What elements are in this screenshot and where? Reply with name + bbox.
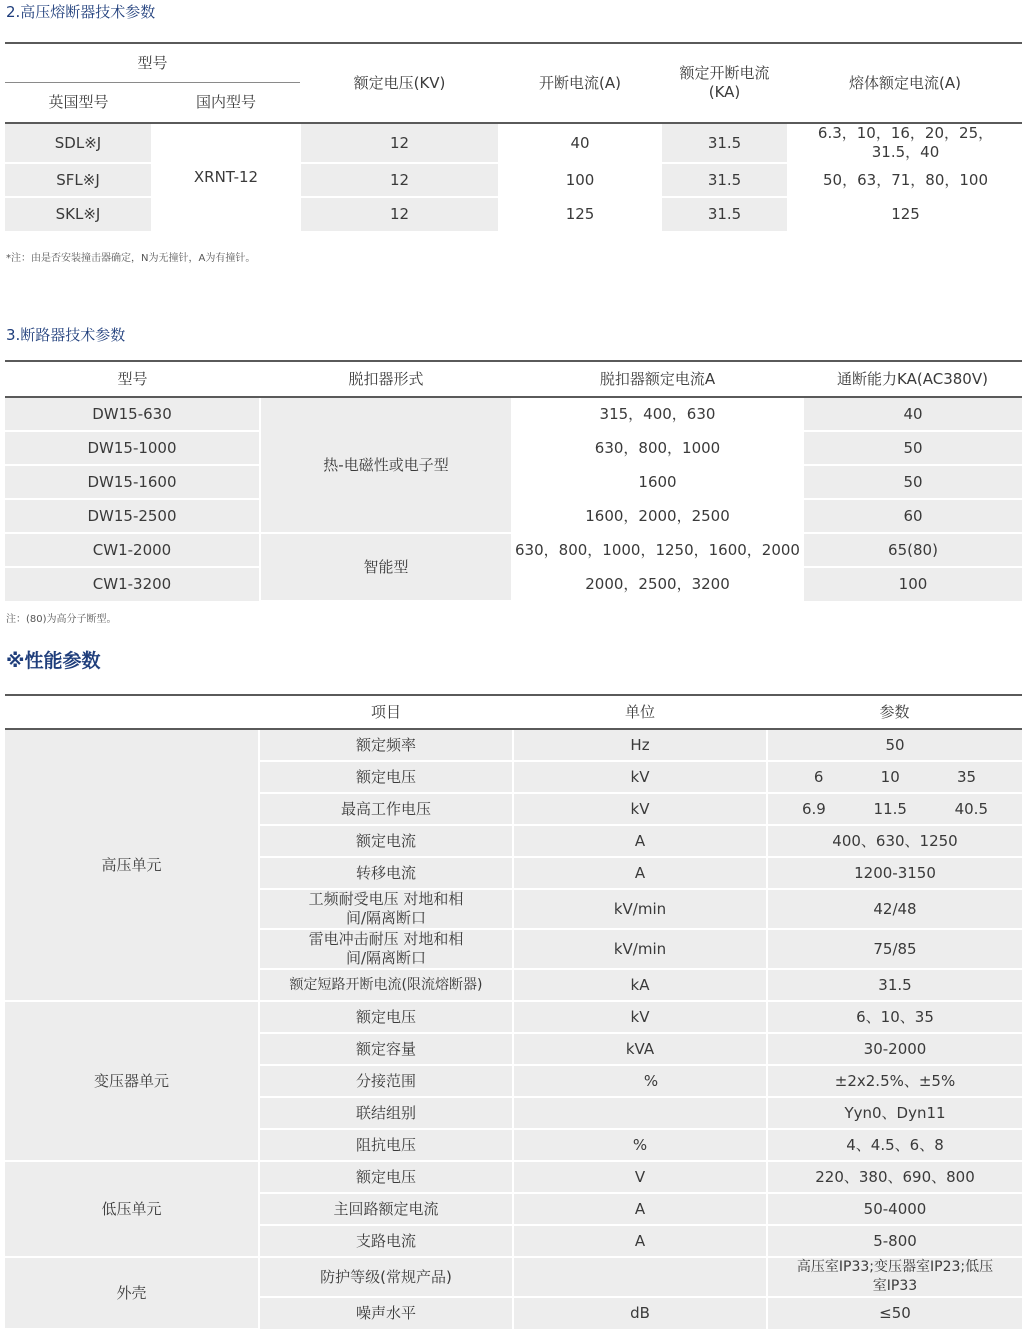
param-cell: ±2x2.5%、±5% xyxy=(767,1065,1022,1097)
param-cell: 6、10、35 xyxy=(767,1001,1022,1033)
performance-table xyxy=(5,694,1022,1330)
model-cell: CW1-2000 xyxy=(5,533,260,567)
param-cell: ≤50 xyxy=(767,1297,1022,1329)
model-cell: DW15-630 xyxy=(5,397,260,431)
header-capacity: 通断能力KA(AC380V) xyxy=(803,361,1022,397)
breaking-cell: 125 xyxy=(499,197,661,231)
unit-cell xyxy=(513,1257,767,1297)
header-trip-type: 脱扣器形式 xyxy=(260,361,512,397)
param-cell: 1200-3150 xyxy=(767,857,1022,889)
voltage-cell: 12 xyxy=(300,163,499,197)
fuse-table xyxy=(5,42,1022,232)
param-cell: 75/85 xyxy=(767,929,1022,969)
item-cell: 额定容量 xyxy=(259,1033,513,1065)
performance-section-title: ※性能参数 xyxy=(6,650,101,672)
item-cell: 额定电流 xyxy=(259,825,513,857)
param-cell: 30-2000 xyxy=(767,1033,1022,1065)
table-row xyxy=(5,431,1022,465)
trip-current-cell: 315，400，630 xyxy=(512,397,803,431)
header-model: 型号 xyxy=(5,44,300,83)
param-cell: 50-4000 xyxy=(767,1193,1022,1225)
breaker-table xyxy=(5,360,1022,602)
capacity-cell: 65(80) xyxy=(803,533,1022,567)
trip-type-cell: 热-电磁性或电子型 xyxy=(260,397,512,533)
model-en-cell: SKL※J xyxy=(5,197,152,231)
param-cell: 42/48 xyxy=(767,889,1022,929)
capacity-cell: 40 xyxy=(803,397,1022,431)
item-cell: 额定电压 xyxy=(259,1161,513,1193)
unit-cell: A xyxy=(513,825,767,857)
item-cell: 额定频率 xyxy=(259,729,513,761)
param-cell: 5-800 xyxy=(767,1225,1022,1257)
group-cell: 变压器单元 xyxy=(5,1001,259,1161)
trip-current-cell: 1600，2000，2500 xyxy=(512,499,803,533)
unit-cell: kVA xyxy=(513,1033,767,1065)
capacity-cell: 100 xyxy=(803,567,1022,601)
rated-breaking-cell: 31.5 xyxy=(661,163,788,197)
breaker-section-title: 3.断路器技术参数 xyxy=(6,326,126,344)
param-cell: 6.9 11.5 40.5 xyxy=(767,793,1022,825)
group-cell: 高压单元 xyxy=(5,729,259,1001)
capacity-cell: 50 xyxy=(803,465,1022,499)
trip-current-cell: 630，800，1000 xyxy=(512,431,803,465)
param-cell: 6 10 35 xyxy=(767,761,1022,793)
breaking-cell: 40 xyxy=(499,123,661,163)
unit-cell: kV/min xyxy=(513,889,767,929)
model-cell: DW15-2500 xyxy=(5,499,260,533)
unit-cell: % xyxy=(513,1129,767,1161)
unit-cell: V xyxy=(513,1161,767,1193)
model-cell: DW15-1000 xyxy=(5,431,260,465)
header-fuse-rated-current: 熔体额定电流(A) xyxy=(788,43,1022,123)
param-cell: 高压室IP33;变压器室IP23;低压室IP33 xyxy=(767,1257,1022,1297)
unit-cell: kA xyxy=(513,969,767,1001)
param-cell: 31.5 xyxy=(767,969,1022,1001)
table-row xyxy=(5,1161,1022,1193)
unit-cell: kV xyxy=(513,1001,767,1033)
breaker-note: 注：(80)为高分子断型。 xyxy=(6,614,117,625)
header-model: 型号 xyxy=(5,361,260,397)
unit-cell: A xyxy=(513,1193,767,1225)
unit-cell: kV/min xyxy=(513,929,767,969)
trip-current-cell: 2000，2500，3200 xyxy=(512,567,803,601)
group-cell: 外壳 xyxy=(5,1257,259,1329)
table-row xyxy=(5,123,1022,163)
table-row xyxy=(5,397,1022,431)
item-cell: 防护等级(常规产品) xyxy=(259,1257,513,1297)
fuse-note: *注：由是否安装撞击器确定，N为无撞针，A为有撞针。 xyxy=(6,253,256,264)
header-rated-breaking-line1: 额定开断电流 xyxy=(679,64,770,82)
item-cell: 联结组别 xyxy=(259,1097,513,1129)
item-cell: 雷电冲击耐压 对地和相间/隔离断口 xyxy=(259,929,513,969)
header-param: 参数 xyxy=(767,695,1022,729)
table-row xyxy=(5,465,1022,499)
capacity-cell: 60 xyxy=(803,499,1022,533)
item-cell: 分接范围 xyxy=(259,1065,513,1097)
breaking-cell: 100 xyxy=(499,163,661,197)
item-cell: 额定电压 xyxy=(259,761,513,793)
trip-type-cell: 智能型 xyxy=(260,533,512,601)
rated-breaking-cell: 31.5 xyxy=(661,197,788,231)
header-rated-voltage: 额定电压(KV) xyxy=(300,43,499,123)
table-row xyxy=(5,729,1022,761)
unit-cell: Hz xyxy=(513,729,767,761)
item-cell: 阻抗电压 xyxy=(259,1129,513,1161)
table-row xyxy=(5,1257,1022,1297)
header-rated-breaking-line2: (KA) xyxy=(708,83,741,101)
header-model-cn: 国内型号 xyxy=(152,83,300,123)
item-cell: 支路电流 xyxy=(259,1225,513,1257)
header-item: 项目 xyxy=(259,695,513,729)
header-rated-breaking-current xyxy=(661,43,788,123)
item-cell: 额定电压 xyxy=(259,1001,513,1033)
voltage-cell: 12 xyxy=(300,197,499,231)
capacity-cell: 50 xyxy=(803,431,1022,465)
group-cell: 低压单元 xyxy=(5,1161,259,1257)
unit-cell: kV xyxy=(513,761,767,793)
voltage-cell: 12 xyxy=(300,123,499,163)
unit-cell: kV xyxy=(513,793,767,825)
model-cn-cell: XRNT-12 xyxy=(152,123,300,231)
table-row xyxy=(5,533,1022,567)
model-cell: CW1-3200 xyxy=(5,567,260,601)
param-cell: 4、4.5、6、8 xyxy=(767,1129,1022,1161)
unit-cell: A xyxy=(513,857,767,889)
model-en-cell: SDL※J xyxy=(5,123,152,163)
rated-breaking-cell: 31.5 xyxy=(661,123,788,163)
unit-cell: % xyxy=(513,1065,767,1097)
header-unit: 单位 xyxy=(513,695,767,729)
unit-cell: A xyxy=(513,1225,767,1257)
unit-cell xyxy=(513,1097,767,1129)
item-cell: 工频耐受电压 对地和相间/隔离断口 xyxy=(259,889,513,929)
header-trip-current: 脱扣器额定电流A xyxy=(512,361,803,397)
param-cell: 220、380、690、800 xyxy=(767,1161,1022,1193)
item-cell: 主回路额定电流 xyxy=(259,1193,513,1225)
param-cell: 50 xyxy=(767,729,1022,761)
table-row xyxy=(5,1001,1022,1033)
model-cell: DW15-1600 xyxy=(5,465,260,499)
item-cell: 最高工作电压 xyxy=(259,793,513,825)
fuse-section-title: 2.高压熔断器技术参数 xyxy=(6,3,156,21)
table-row xyxy=(5,499,1022,533)
fuse-current-cell: 6.3，10，16，20，25，31.5，40 xyxy=(788,123,1022,163)
param-cell: 400、630、1250 xyxy=(767,825,1022,857)
trip-current-cell: 1600 xyxy=(512,465,803,499)
fuse-current-cell: 50，63，71，80，100 xyxy=(788,163,1022,197)
item-cell: 额定短路开断电流(限流熔断器) xyxy=(259,969,513,1001)
model-en-cell: SFL※J xyxy=(5,163,152,197)
fuse-current-cell: 125 xyxy=(891,205,920,223)
header-breaking-current: 开断电流(A) xyxy=(499,43,661,123)
header-model-en: 英国型号 xyxy=(5,83,152,123)
trip-current-cell: 630，800，1000，1250，1600，2000 xyxy=(512,533,803,567)
param-cell: Yyn0、Dyn11 xyxy=(767,1097,1022,1129)
item-cell: 转移电流 xyxy=(259,857,513,889)
item-cell: 噪声水平 xyxy=(259,1297,513,1329)
table-row xyxy=(5,567,1022,601)
unit-cell: dB xyxy=(513,1297,767,1329)
